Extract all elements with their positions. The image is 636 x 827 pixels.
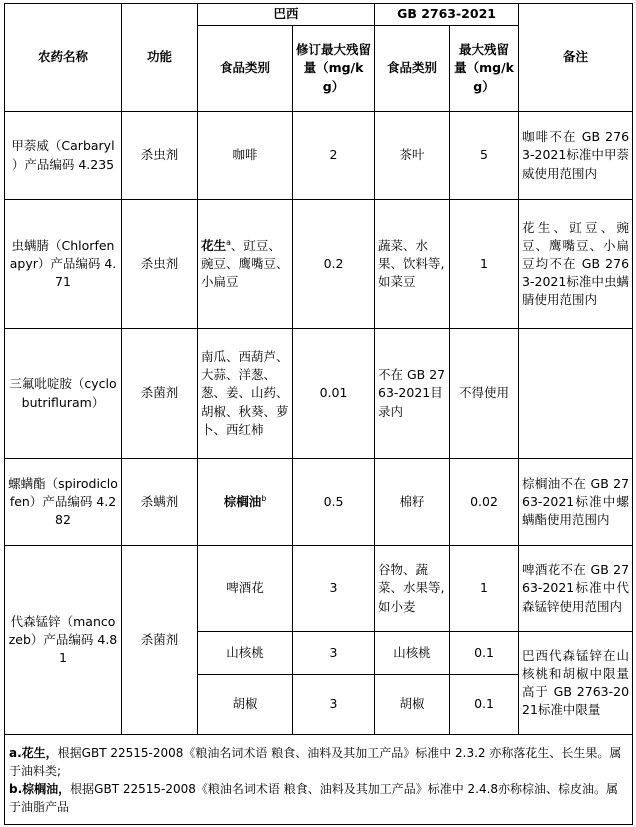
gb-mrl-cell: 不得使用 <box>450 329 519 459</box>
pesticide-name: 代森锰锌（mancozeb）产品编码 4.81 <box>5 546 122 735</box>
function-cell: 杀螨剂 <box>122 459 198 546</box>
header-mrl-gb: 最大残留量（mg/kg） <box>450 26 519 112</box>
gb-mrl-cell: 0.1 <box>450 632 519 675</box>
header-mrl-br: 修订最大残留量（mg/kg） <box>293 26 375 112</box>
table-row <box>5 112 633 200</box>
br-mrl-cell: 3 <box>293 632 375 675</box>
footnote-label: a.花生， <box>9 745 58 760</box>
pesticide-name: 螺螨酯（spirodiclofen）产品编码 4.282 <box>5 459 122 546</box>
br-food-cell <box>198 459 293 546</box>
footnotes <box>5 735 633 825</box>
gb-mrl-cell: 0.1 <box>450 675 519 735</box>
gb-food-cell: 棉籽 <box>375 459 450 546</box>
gb-mrl-cell: 1 <box>450 200 519 329</box>
br-food-cell <box>198 200 293 329</box>
function-cell: 杀菌剂 <box>122 329 198 459</box>
gb-mrl-cell: 1 <box>450 546 519 632</box>
br-mrl-cell: 3 <box>293 546 375 632</box>
br-food-cell: 南瓜、西葫芦、大蒜、洋葱、葱、姜、山药、胡椒、秋葵、萝卜、西红柿 <box>198 329 293 459</box>
table-row <box>5 546 633 632</box>
br-mrl-cell: 0.2 <box>293 200 375 329</box>
function-cell: 杀虫剂 <box>122 200 198 329</box>
footnote-row <box>5 735 633 825</box>
food-bold: 棕榈油 <box>223 494 262 510</box>
pesticide-name: 虫螨腈（Chlorfenapyr）产品编码 4.71 <box>5 200 122 329</box>
function-cell: 杀虫剂 <box>122 112 198 200</box>
remark-cell: 啤酒花不在 GB 2763-2021标准中代森锰锌使用范围内 <box>519 546 633 632</box>
gb-food-cell: 蔬菜、水果、饮料等,如菜豆 <box>375 200 450 329</box>
footnote-b <box>9 780 628 816</box>
br-mrl-cell: 0.5 <box>293 459 375 546</box>
header-food-category-br: 食品类别 <box>198 26 293 112</box>
pesticide-name: 三氟吡啶胺（cyclobutrifluram） <box>5 329 122 459</box>
br-mrl-cell: 3 <box>293 675 375 735</box>
function-cell: 杀菌剂 <box>122 546 198 735</box>
gb-food-cell: 不在 GB 2763-2021目录内 <box>375 329 450 459</box>
br-food-cell: 山核桃 <box>198 632 293 675</box>
food-rest: 、豇豆、豌豆、鹰嘴豆、小扁豆 <box>201 237 289 290</box>
br-mrl-cell: 0.01 <box>293 329 375 459</box>
footnote-text: 根据GBT 22515-2008《粮油名词术语 粮食、油料及其加工产品》标准中 2.3.2 亦称落花生、长生果。属于油料类; <box>9 745 622 778</box>
br-food-cell: 啤酒花 <box>198 546 293 632</box>
remark-cell <box>519 329 633 459</box>
gb-mrl-cell: 0.02 <box>450 459 519 546</box>
pesticide-name: 甲萘威（Carbaryl ）产品编码 4.235 <box>5 112 122 200</box>
gb-food-cell: 谷物、蔬菜、水果等,如小麦 <box>375 546 450 632</box>
gb-mrl-cell: 5 <box>450 112 519 200</box>
header-brazil: 巴西 <box>198 4 375 26</box>
header-row-1 <box>5 4 633 26</box>
header-function: 功能 <box>122 4 198 112</box>
mrl-comparison-table <box>4 3 633 825</box>
remark-cell: 花生、豇豆、豌豆、鹰嘴豆、小扁豆均不在 GB 2763-2021标准中虫螨腈使用范围内 <box>519 200 633 329</box>
footnote-label: b.棕榈油， <box>9 781 71 796</box>
remark-cell: 咖啡不在 GB 2763-2021标准中甲萘威使用范围内 <box>519 112 633 200</box>
br-food-cell: 咖啡 <box>198 112 293 200</box>
food-bold: 花生 <box>201 237 227 253</box>
gb-food-cell: 胡椒 <box>375 675 450 735</box>
footnote-a <box>9 744 628 780</box>
header-gb: GB 2763-2021 <box>375 4 519 26</box>
footnote-mark: a <box>226 237 231 247</box>
table-row <box>5 459 633 546</box>
gb-food-cell: 茶叶 <box>375 112 450 200</box>
header-remarks: 备注 <box>519 4 633 112</box>
table-row <box>5 329 633 459</box>
remark-cell: 巴西代森锰锌在山核桃和胡椒中限量高于 GB 2763-2021标准中限量 <box>519 632 633 735</box>
gb-food-cell: 山核桃 <box>375 632 450 675</box>
remark-cell: 棕榈油不在 GB 2763-2021标准中螺螨酯使用范围内 <box>519 459 633 546</box>
footnote-mark: b <box>261 493 267 503</box>
table-row <box>5 200 633 329</box>
br-mrl-cell: 2 <box>293 112 375 200</box>
br-food-cell: 胡椒 <box>198 675 293 735</box>
header-food-category-gb: 食品类别 <box>375 26 450 112</box>
footnote-text: 根据GBT 22515-2008《粮油名词术语 粮食、油料及其加工产品》标准中 2.4.8亦称棕油、棕皮油。属于油脂产品 <box>9 781 619 814</box>
header-pesticide: 农药名称 <box>5 4 122 112</box>
